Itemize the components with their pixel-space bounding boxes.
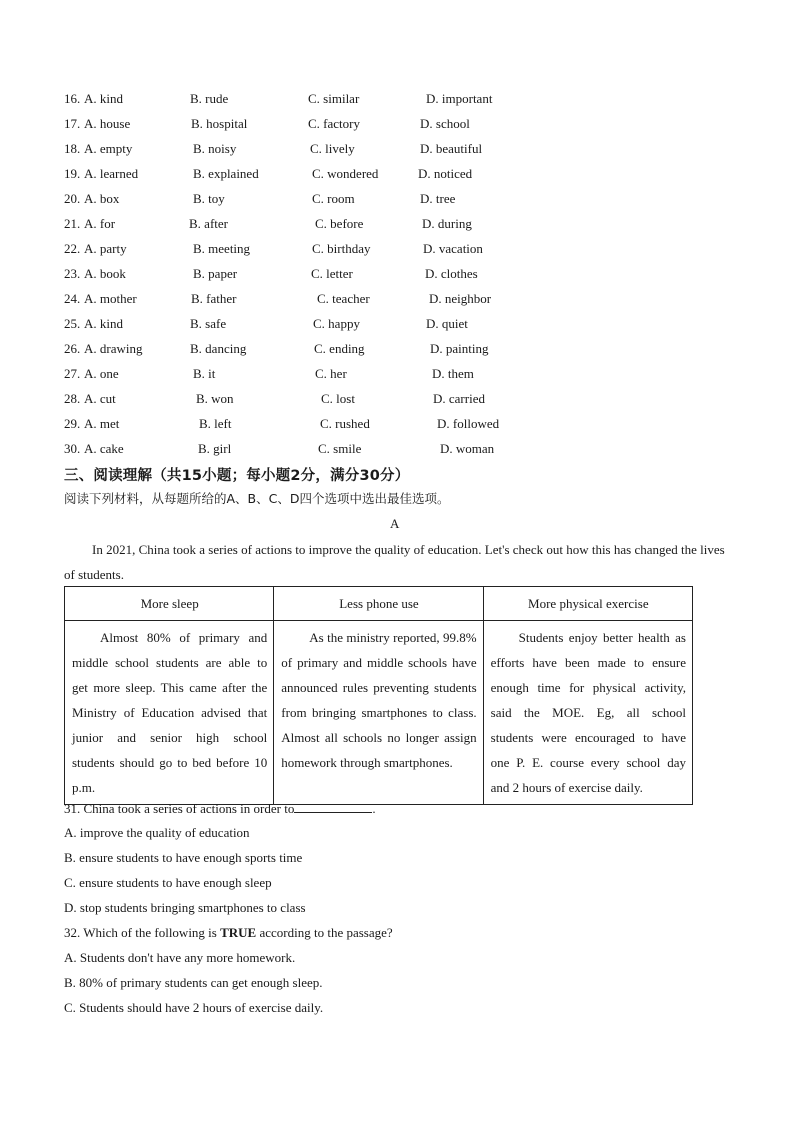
option-a: A. for xyxy=(84,216,116,231)
question-32-text-pre: 32. Which of the following is xyxy=(64,925,221,940)
option-b: B. it xyxy=(193,366,216,381)
question-number: 17. xyxy=(64,116,81,131)
table-body-row xyxy=(65,621,693,805)
passage-label: A xyxy=(390,516,400,531)
option-d: D. beautiful xyxy=(420,141,483,156)
option-b: B. toy xyxy=(193,191,225,206)
option-row xyxy=(64,366,764,391)
answer-blank xyxy=(294,800,372,813)
option-a: A. cake xyxy=(84,441,124,456)
option-a: A. party xyxy=(84,241,127,256)
option-b: B. rude xyxy=(190,91,229,106)
option-c: C. lively xyxy=(310,141,355,156)
question-32-option: A. Students don't have any more homework. xyxy=(64,950,296,965)
question-31-option: A. improve the quality of education xyxy=(64,825,250,840)
option-b: B. hospital xyxy=(191,116,248,131)
option-d: D. clothes xyxy=(425,266,478,281)
option-row xyxy=(64,191,764,216)
option-a: A. kind xyxy=(84,91,123,106)
option-d: D. quiet xyxy=(426,316,468,331)
question-31-stem xyxy=(64,800,376,817)
option-c: C. before xyxy=(315,216,364,231)
option-a: A. empty xyxy=(84,141,133,156)
option-d: D. school xyxy=(420,116,470,131)
option-b: B. meeting xyxy=(193,241,251,256)
option-c: C. wondered xyxy=(312,166,379,181)
option-row xyxy=(64,116,764,141)
question-number: 29. xyxy=(64,416,81,431)
option-a: A. house xyxy=(84,116,131,131)
question-32-option: B. 80% of primary students can get enough sleep. xyxy=(64,975,323,990)
table-cell-text: Almost 80% of primary and middle school students are able to get more sleep. This came after the Ministry of Education advised that junior and senior high school students should go to bed before 10 p.m. xyxy=(72,630,268,795)
question-number: 30. xyxy=(64,441,81,456)
question-number: 20. xyxy=(64,191,81,206)
option-d: D. vacation xyxy=(423,241,483,256)
option-d: D. woman xyxy=(440,441,495,456)
option-b: B. explained xyxy=(193,166,259,181)
option-c: C. factory xyxy=(308,116,360,131)
table-cell-text: As the ministry reported, 99.8% of primary and middle schools have announced rules preventing students from bringing smartphones to class. Almost all schools no longer assign homework through smartphones. xyxy=(281,630,477,770)
option-row xyxy=(64,291,764,316)
table-cell xyxy=(65,621,274,805)
option-row xyxy=(64,216,764,241)
option-b: B. won xyxy=(196,391,234,406)
passage-intro-text: In 2021, China took a series of actions to improve the quality of education. Let's check out how this has changed the lives of students. xyxy=(64,542,725,582)
question-number: 28. xyxy=(64,391,81,406)
option-d: D. carried xyxy=(433,391,485,406)
option-a: A. drawing xyxy=(84,341,143,356)
option-c: C. happy xyxy=(313,316,360,331)
option-d: D. painting xyxy=(430,341,489,356)
option-c: C. ending xyxy=(314,341,365,356)
option-row xyxy=(64,316,764,341)
question-number: 26. xyxy=(64,341,81,356)
question-31-option: D. stop students bringing smartphones to class xyxy=(64,900,306,915)
option-b: B. noisy xyxy=(193,141,237,156)
option-row xyxy=(64,341,764,366)
option-d: D. during xyxy=(422,216,472,231)
question-32-text-post: according to the passage? xyxy=(256,925,393,940)
info-table xyxy=(64,586,693,805)
section-title: 三、阅读理解（共15小题；每小题2分，满分30分） xyxy=(64,468,410,484)
table-heading: Less phone use xyxy=(274,587,483,621)
option-c: C. her xyxy=(315,366,347,381)
table-heading: More physical exercise xyxy=(483,587,692,621)
table-cell-text: Students enjoy better health as efforts have been made to ensure enough time for physical activity, said the MOE. Eg, all school students were encouraged to have one P. E. course every school day and 2 hours of exercise daily. xyxy=(490,630,686,795)
question-number: 27. xyxy=(64,366,81,381)
option-d: D. important xyxy=(426,91,493,106)
table-header-row xyxy=(65,587,693,621)
question-number: 25. xyxy=(64,316,81,331)
option-b: B. girl xyxy=(198,441,232,456)
option-b: B. paper xyxy=(193,266,238,281)
option-a: A. box xyxy=(84,191,120,206)
option-row xyxy=(64,241,764,266)
table-heading: More sleep xyxy=(65,587,274,621)
option-a: A. cut xyxy=(84,391,116,406)
option-row xyxy=(64,266,764,291)
section-instruction: 阅读下列材料，从每题所给的A、B、C、D四个选项中选出最佳选项。 xyxy=(64,491,450,506)
table-cell xyxy=(274,621,483,805)
option-c: C. teacher xyxy=(317,291,370,306)
option-row xyxy=(64,91,764,116)
question-number: 24. xyxy=(64,291,81,306)
question-number: 22. xyxy=(64,241,81,256)
option-c: C. birthday xyxy=(312,241,371,256)
option-row xyxy=(64,441,764,466)
passage-intro xyxy=(64,537,732,587)
option-a: A. one xyxy=(84,366,119,381)
option-d: D. noticed xyxy=(418,166,473,181)
option-row xyxy=(64,416,764,441)
option-d: D. neighbor xyxy=(429,291,492,306)
option-b: B. safe xyxy=(190,316,227,331)
question-number: 18. xyxy=(64,141,81,156)
question-31-text: 31. China took a series of actions in order to xyxy=(64,801,295,816)
question-32-option: C. Students should have 2 hours of exercise daily. xyxy=(64,1000,324,1015)
option-c: C. room xyxy=(312,191,355,206)
option-a: A. book xyxy=(84,266,126,281)
option-c: C. rushed xyxy=(320,416,370,431)
option-b: B. left xyxy=(199,416,232,431)
question-31-option: B. ensure students to have enough sports time xyxy=(64,850,303,865)
option-b: B. dancing xyxy=(190,341,247,356)
question-32-emphasis: TRUE xyxy=(220,925,257,940)
option-c: C. smile xyxy=(318,441,362,456)
question-32-stem xyxy=(64,925,393,941)
option-c: C. lost xyxy=(321,391,355,406)
option-row xyxy=(64,141,764,166)
option-c: C. similar xyxy=(308,91,360,106)
question-31-end: . xyxy=(372,801,376,816)
option-b: B. after xyxy=(189,216,228,231)
option-a: A. met xyxy=(84,416,120,431)
option-d: D. tree xyxy=(420,191,456,206)
option-c: C. letter xyxy=(311,266,353,281)
question-number: 19. xyxy=(64,166,81,181)
question-number: 21. xyxy=(64,216,81,231)
option-d: D. followed xyxy=(437,416,500,431)
option-a: A. kind xyxy=(84,316,123,331)
option-row xyxy=(64,391,764,416)
question-31-option: C. ensure students to have enough sleep xyxy=(64,875,272,890)
option-row xyxy=(64,166,764,191)
option-b: B. father xyxy=(191,291,237,306)
question-number: 16. xyxy=(64,91,81,106)
table-cell xyxy=(483,621,692,805)
option-d: D. them xyxy=(432,366,474,381)
option-a: A. mother xyxy=(84,291,137,306)
option-a: A. learned xyxy=(84,166,139,181)
question-number: 23. xyxy=(64,266,81,281)
